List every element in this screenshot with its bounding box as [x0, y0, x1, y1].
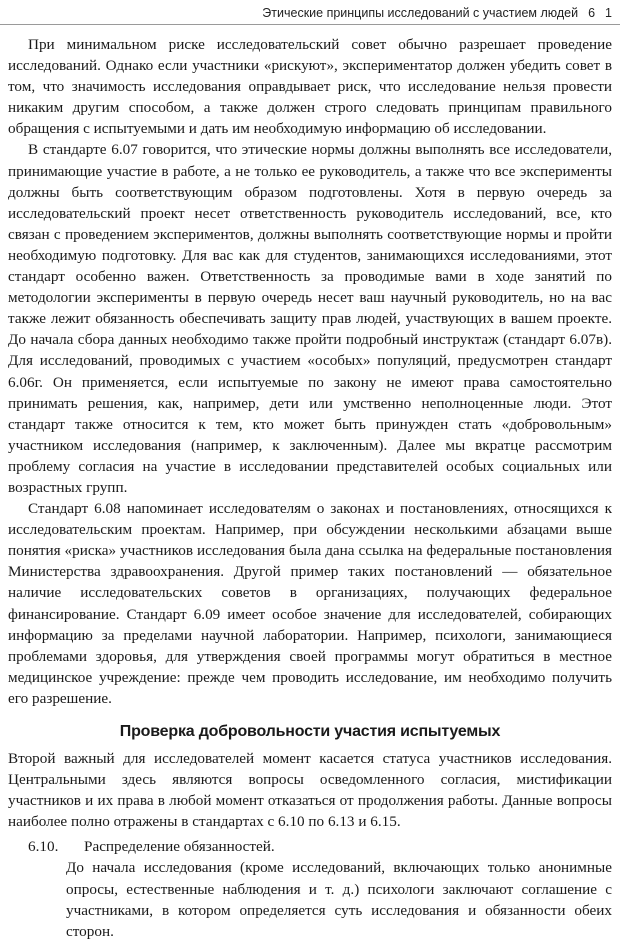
standard-list-item [8, 836, 612, 941]
chapter-number: 6 [588, 6, 596, 20]
list-item-body: До начала исследования (кроме исследований, включающих только анонимные опросы, естественные наблюдения и т. д.) психологи заключают соглашение с участниками, в котором определяется суть исследования и обязанности обеих сторон. [66, 859, 612, 940]
body-text [8, 34, 612, 942]
page-number: 1 [605, 6, 612, 20]
paragraph-standard-6-08: Стандарт 6.08 напоминает исследователям о законах и постановлениях, относящихся к исследовательским проектам. Например, при обсуждении несколькими абзацами выше понятия «риска» участников исследования была дана ссылка на федеральные постановления Министерства здравоохранения. Другой пример таких постановлений — обязательное наличие исследовательских советов в организациях, получающих федеральное финансирование. Стандарт 6.09 имеет особое значение для исследователей, собирающих информацию за пределами научной лаборатории. Например, психологи, занимающиеся проблемами здоровья, для утверждения своей программы могут обратиться в местное медицинское учреждение: прежде чем проводить исследование, им необходимо получить его разрешение. [8, 500, 612, 707]
running-header [262, 6, 612, 20]
paragraph-risk-approval: При минимальном риске исследовательский совет обычно разрешает проведение исследований. Однако если участники «рискуют», экспериментатор должен убедить совет в том, что значимость исследования оправдывает риск, что исследование нельзя провести никаким другим способом, а также должен строго следовать принципам правильного обращения с испытуемыми и дать им необходимую информацию об исследовании. [8, 36, 612, 138]
section-intro-paragraph: Второй важный для исследователей момент касается статуса участников исследования. Центральными здесь являются вопросы осведомленного согласия, мистификации участников и их права в любой момент отказаться от продолжения работы. Данные вопросы наиболее полно отражены в стандартах с 6.10 по 6.13 и 6.15. [8, 750, 612, 831]
running-title: Этические принципы исследований с участием людей [262, 6, 579, 20]
header-divider [0, 24, 620, 25]
section-heading: Проверка добровольности участия испытуемых [119, 723, 501, 740]
paragraph-standard-6-07: В стандарте 6.07 говорится, что этические нормы должны выполнять все исследователи, принимающие участие в работе, а не только ее руководитель, а также что все эксперименты должны быть соответствующим образом подготовлены. Хотя в первую очередь за исследовательский проект несет ответственность руководитель исследований, все, кто связан с проведением экспериментов, должны выполнять соответствующие нормы и пройти необходимую подготовку. Для вас как для студентов, занимающихся исследованиями, этот стандарт особенно важен. Ответственность за проводимые вами в ходе занятий по методологии эксперименты в первую очередь несет ваш научный руководитель, но на вас также лежит обязанность обеспечивать защиту прав людей, участвующих в вашем проекте. До начала сбора данных необходимо также пройти подробный инструктаж (стандарт 6.07в). Для исследований, проводимых с участием «особых» популяций, предусмотрен стандарт 6.06г. Он применяется, если испытуемые по закону не имеют права самостоятельно принимать решения, как, например, дети или умственно неполноценные люди. Этот стандарт также относится к тем, кто может быть принужден стать «добровольным» участником исследования (например, к заключенным). Далее мы вкратце рассмотрим проблему согласия на участие в исследовании представителей особых социальных или возрастных групп. [8, 141, 612, 496]
list-item-heading [8, 836, 612, 857]
list-item-title: Распределение обязанностей. [84, 838, 275, 856]
list-item-number: 6.10. [28, 838, 59, 856]
